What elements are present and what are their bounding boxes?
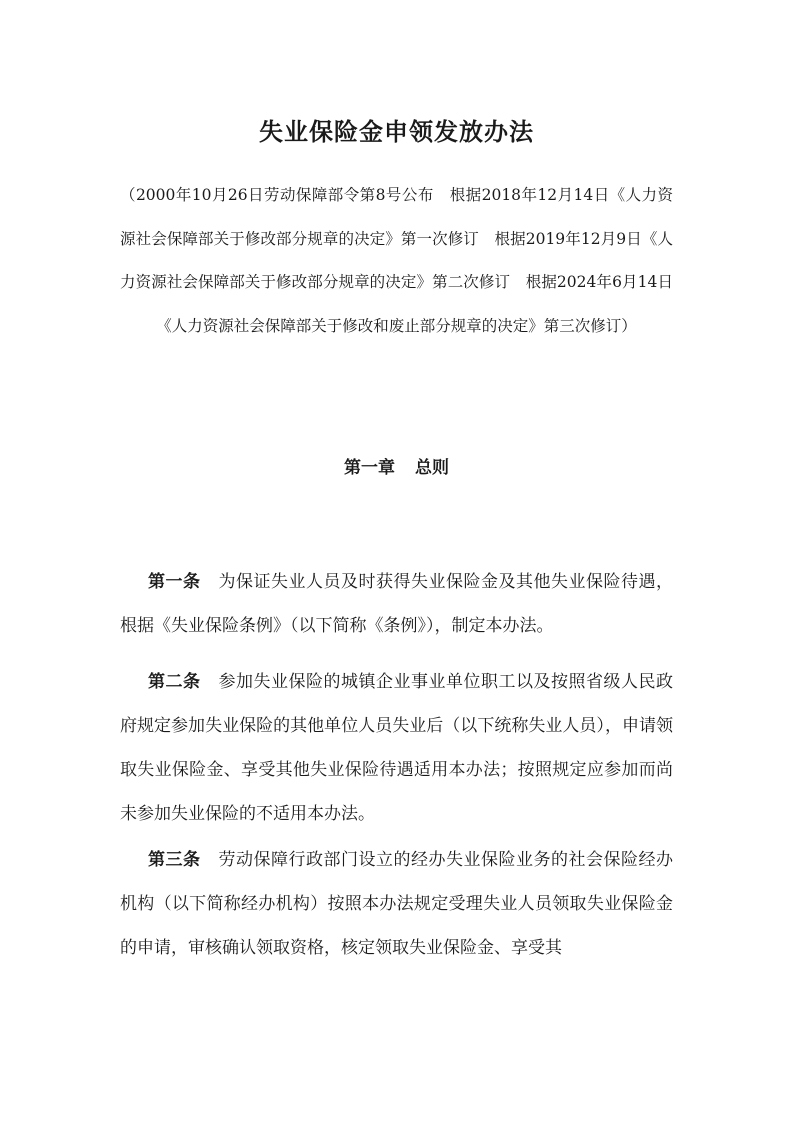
chapter-heading [0, 452, 793, 484]
document-title: 失业保险金申领发放办法 [259, 117, 534, 146]
article-1 [120, 560, 673, 648]
article-text: 参加失业保险的城镇企业事业单位职工以及按照省级人民政府规定参加失业保险的其他单位人员失业后（以下统称失业人员），申请领取失业保险金、享受其他失业保险待遇适用本办法；按照规定应参加而尚未参加失业保险的不适用本办法。 [120, 672, 673, 824]
article-number: 第二条 [148, 672, 201, 692]
revision-history-note: （2000年10月26日劳动保障部令第8号公布 根据2018年12月14日《人力资源社会保障部关于修改部分规章的决定》第一次修订 根据2019年12月9日《人力资源社会保障部关于修改部分规章的决定》第二次修订 根据2024年6月14日《人力资源社会保障部关于修改和废止部分规章的决定》第三次修订） [120, 186, 673, 335]
chapter-number: 第一章 [344, 458, 395, 478]
article-2 [120, 660, 673, 836]
chapter-name: 总则 [415, 458, 449, 478]
article-text: 为保证失业人员及时获得失业保险金及其他失业保险待遇，根据《失业保险条例》（以下简称《条例》），制定本办法。 [120, 572, 673, 636]
article-3 [120, 838, 673, 970]
article-number: 第三条 [148, 850, 201, 870]
article-text: 劳动保障行政部门设立的经办失业保险业务的社会保险经办机构（以下简称经办机构）按照本办法规定受理失业人员领取失业保险金的申请，审核确认领取资格，核定领取失业保险金、享受其 [120, 850, 673, 958]
article-number: 第一条 [148, 572, 201, 592]
